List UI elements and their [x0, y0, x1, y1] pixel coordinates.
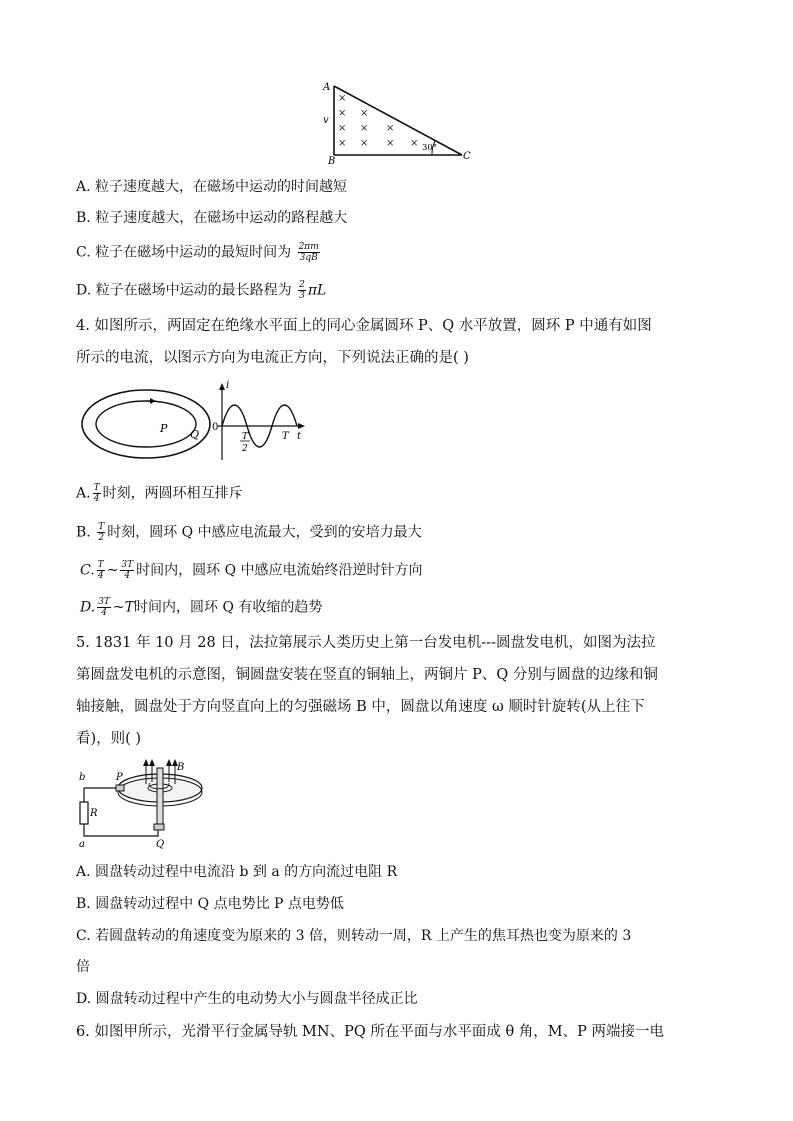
q5-option-c-line1: C. 若圆盘转动的角速度变为原来的 3 倍，则转动一周，R 上产生的焦耳热也变为原来的 3	[76, 928, 632, 944]
q4-option-a: A. $\frac{T}{4}$ 时刻，两圆环相互排斥	[76, 483, 243, 504]
rings-current-figure	[76, 380, 316, 462]
label-Q: Q	[190, 428, 200, 441]
label-b: b	[79, 772, 86, 783]
label-A: A	[323, 82, 331, 93]
fraction: $\frac{2}{3}$	[299, 280, 305, 301]
q4-stem-line1: 4. 如图所示，两固定在绝缘水平面上的同心金属圆环 P、Q 水平放置，圆环 P 中通有如图	[76, 318, 652, 334]
q3-option-c	[76, 242, 322, 263]
fraction: $\frac{3T}{4}$	[98, 597, 110, 618]
q4-option-c: C. $\frac{T}{4}$ ~ $\frac{3T}{4}$ 时间内，圆环 Q 中感应电流始终沿逆时针方向	[80, 560, 423, 581]
q5-stem-line4: 看)，则( )	[76, 731, 142, 747]
q3-option-d: D. 粒子在磁场中运动的最长路程为 $\frac{2}{3}$ πL	[76, 280, 327, 301]
q3-option-b: B. 粒子速度越大，在磁场中运动的路程越大	[76, 210, 348, 226]
q5-option-b: B. 圆盘转动过程中 Q 点电势比 P 点电势低	[76, 896, 344, 912]
field-mark: ×	[386, 138, 395, 149]
q5-option-d: D. 圆盘转动过程中产生的电动势大小与圆盘半径成正比	[76, 991, 418, 1007]
field-mark: ×	[386, 123, 395, 134]
q5-stem-line3: 轴接触，圆盘处于方向竖直向上的匀强磁场 B 中，圆盘以角速度 ω 顺时针旋转(从上往下	[76, 699, 645, 715]
label-v: v	[323, 115, 329, 126]
field-mark: ×	[360, 123, 369, 134]
q5-option-a: A. 圆盘转动过程中电流沿 b 到 a 的方向流过电阻 R	[76, 864, 398, 880]
field-mark: ×	[338, 93, 347, 104]
field-mark: ×	[338, 138, 347, 149]
field-mark: ×	[410, 138, 419, 149]
q5-stem-line1: 5. 1831 年 10 月 28 日，法拉第展示人类历史上第一台发电机---圆盘发电机，如图为法拉	[76, 635, 656, 651]
label-B: B	[177, 762, 185, 773]
q3-option-a: A. 粒子速度越大，在磁场中运动的时间越短	[76, 179, 348, 195]
tick-T-half-den: 2	[242, 444, 248, 454]
field-mark: ×	[338, 108, 347, 119]
disk-generator-figure	[76, 758, 216, 850]
field-mark: ×	[360, 138, 369, 149]
tick-T-half-num: T	[242, 432, 249, 442]
q4-option-d: D. $\frac{3T}{4}$ ~T时间内，圆环 Q 有收缩的趋势	[80, 597, 323, 618]
axis-t: t	[297, 431, 302, 442]
field-mark: ×	[338, 123, 347, 134]
fraction: $\frac{T}{4}$	[97, 560, 104, 581]
label-C: C	[463, 151, 471, 162]
triangle-field-figure	[320, 78, 480, 166]
angle-label: 30°	[422, 143, 438, 153]
q3-option-d-text: D. 粒子在磁场中运动的最长路程为	[76, 282, 292, 299]
fraction: $\frac{3T}{4}$	[121, 560, 134, 581]
field-marks	[338, 93, 418, 149]
axis-i: i	[226, 380, 230, 391]
fraction: $\frac{T}{4}$	[93, 483, 100, 504]
field-mark: ×	[360, 108, 369, 119]
label-R: R	[90, 808, 98, 819]
q5-stem-line2: 第圆盘发电机的示意图，铜圆盘安装在竖直的铜轴上，两铜片 P、Q 分别与圆盘的边缘和铜	[76, 667, 658, 683]
fraction: $\frac{T}{2}$	[98, 522, 105, 543]
label-Q: Q	[156, 839, 165, 850]
label-P: P	[116, 772, 123, 783]
label-a: a	[79, 839, 85, 850]
tick-T: T	[282, 431, 289, 442]
q5-option-c-line2: 倍	[76, 959, 90, 975]
label-B: B	[328, 156, 336, 166]
q4-option-b: B. $\frac{T}{2}$ 时刻，圆环 Q 中感应电流最大，受到的安培力最大	[76, 522, 422, 543]
q4-stem-line2: 所示的电流，以图示方向为电流正方向，下列说法正确的是( )	[76, 350, 469, 366]
fraction: $\frac{2\pi m}{3qB}$	[298, 242, 319, 263]
axis-origin: 0	[212, 422, 219, 433]
q6-stem-line1: 6. 如图甲所示，光滑平行金属导轨 MN、PQ 所在平面与水平面成 θ 角，M、P 两端接一电	[76, 1024, 664, 1040]
q3-option-c-text: C. 粒子在磁场中运动的最短时间为	[76, 244, 292, 261]
label-P: P	[160, 422, 168, 435]
